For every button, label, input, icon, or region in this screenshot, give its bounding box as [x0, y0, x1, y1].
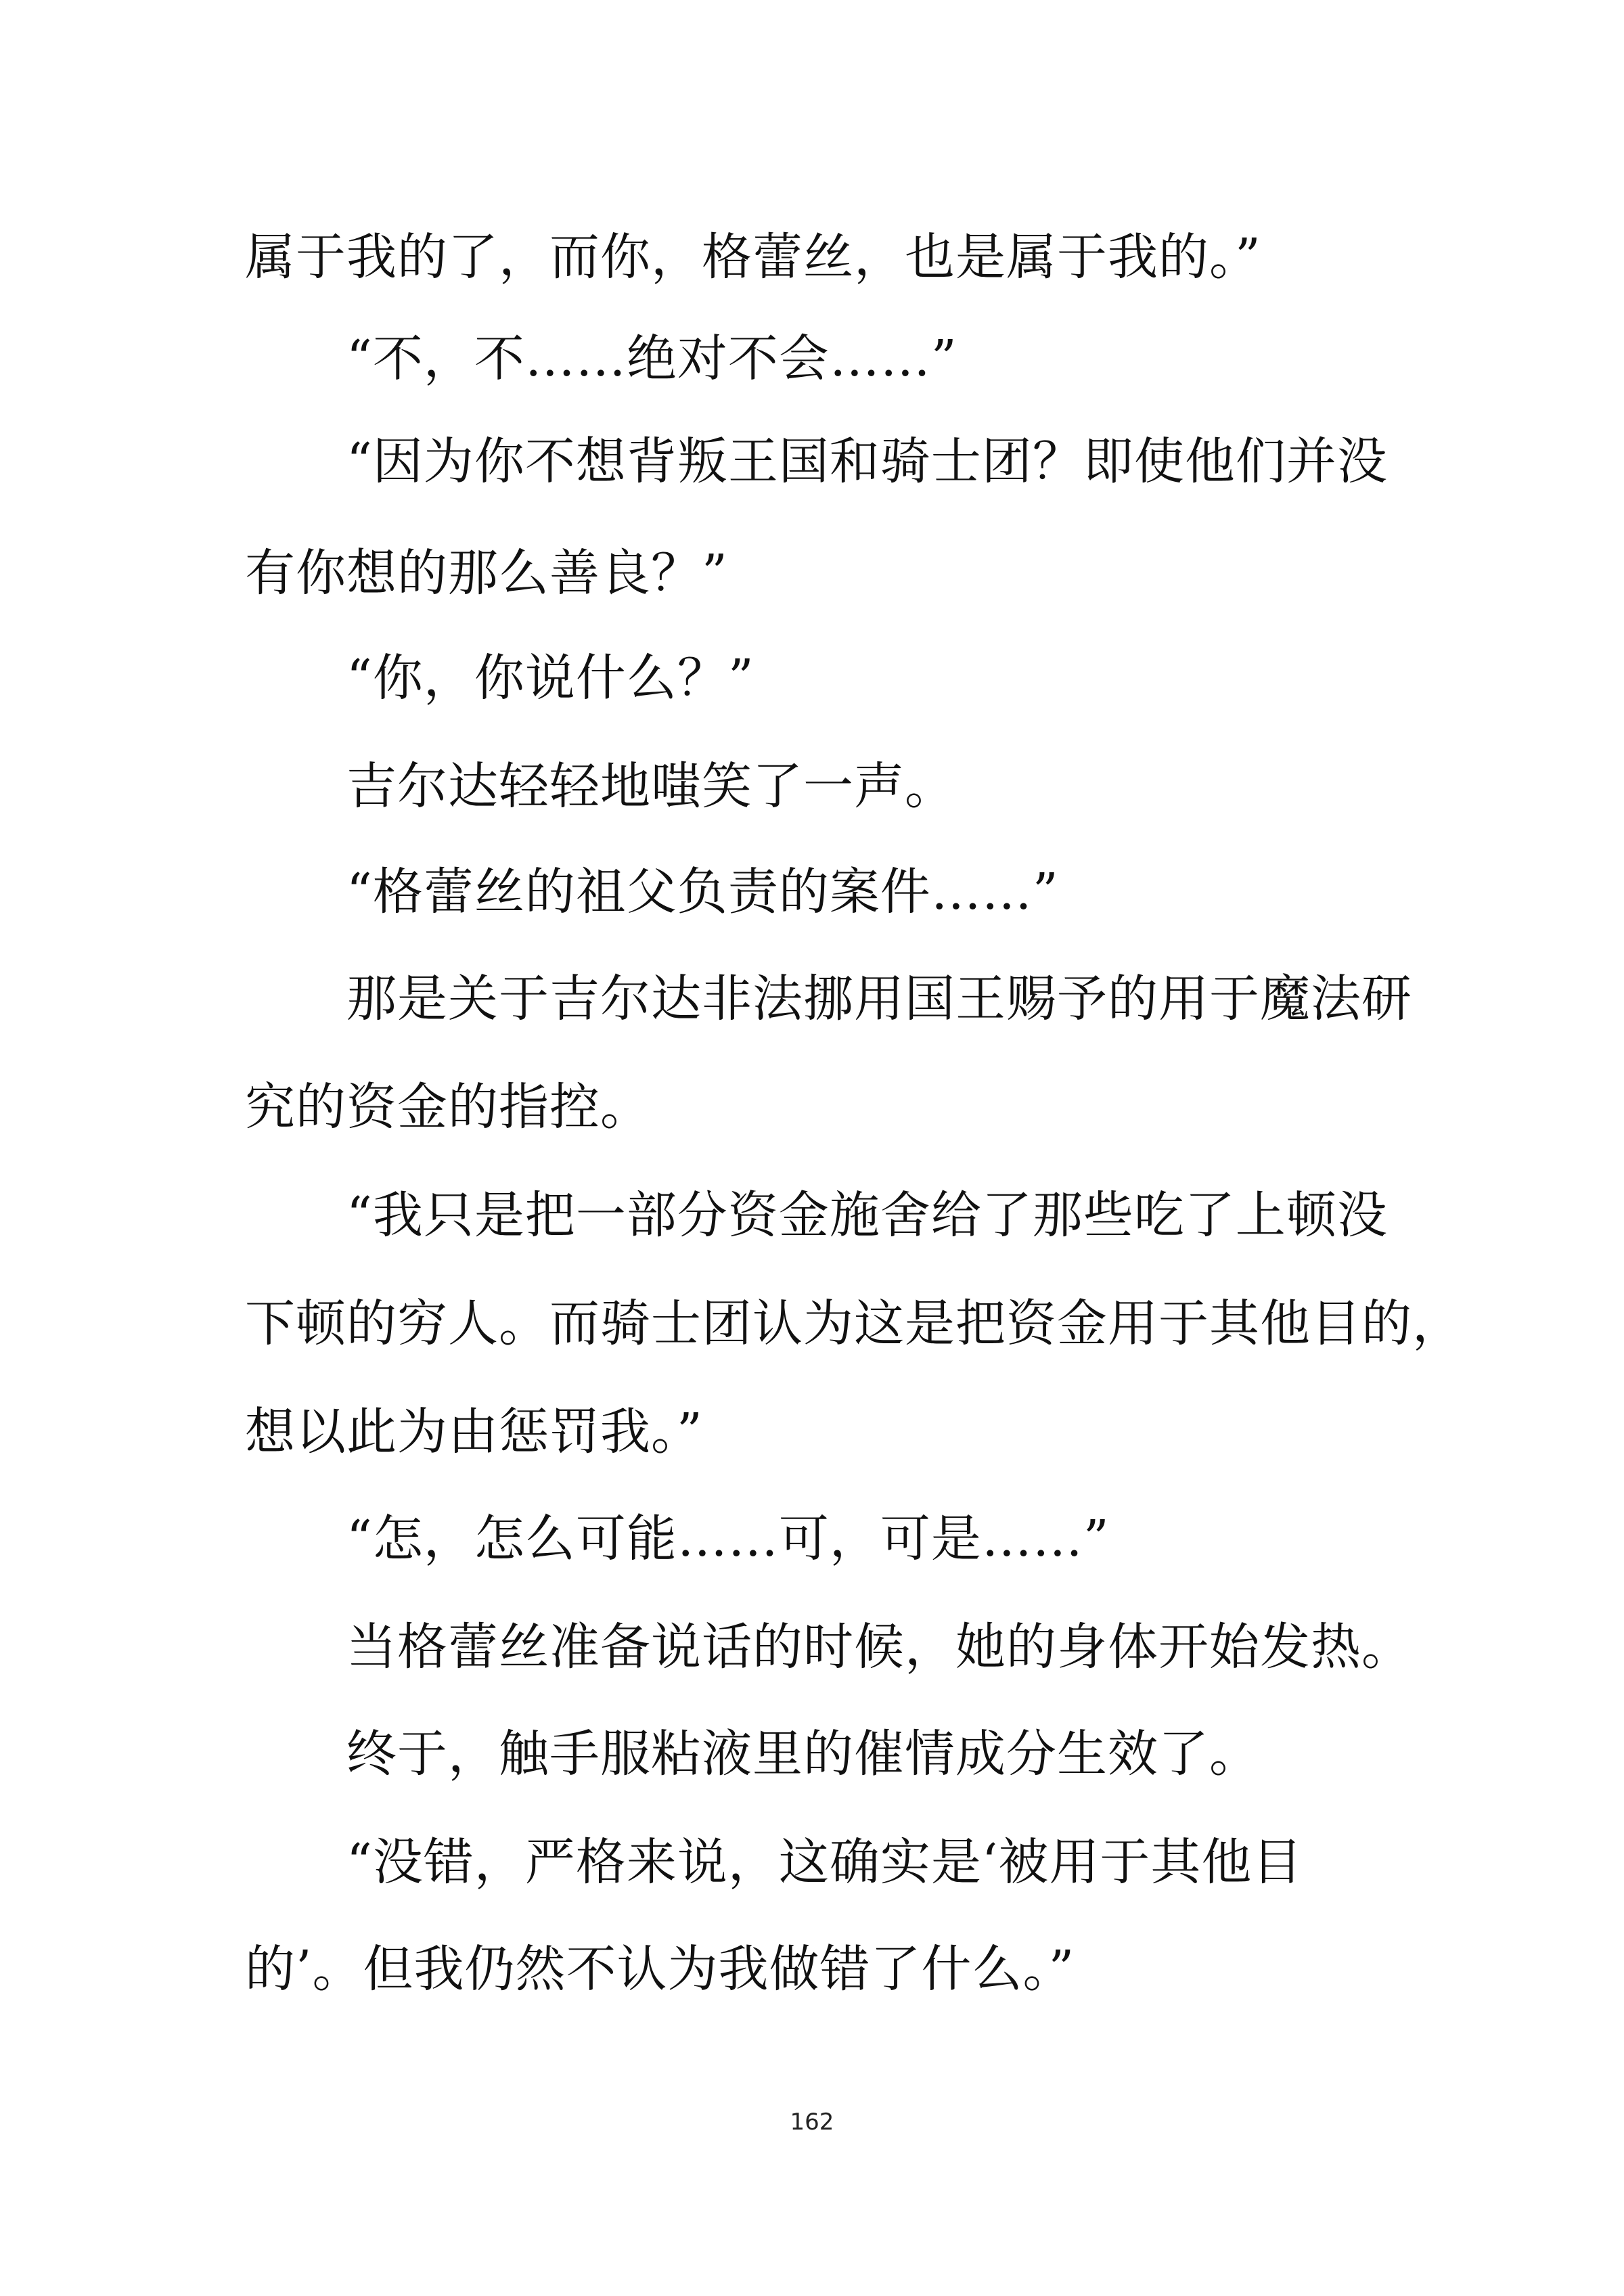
text-line: “没错，严格来说，这确实是‘被用于其他目	[346, 1833, 1303, 1891]
page-number: 162	[790, 2109, 834, 2136]
text-line: 有你想的那么善良？”	[245, 544, 728, 602]
text-line: 下顿的穷人。而骑士团认为这是把资金用于其他目的，	[245, 1295, 1463, 1353]
text-line: 想以此为由惩罚我。”	[245, 1403, 703, 1461]
text-line: “你，你说什么？”	[346, 649, 754, 707]
text-line: 的’。但我仍然不认为我做错了什么。”	[245, 1940, 1075, 1998]
text-line: “不，不……绝对不会……”	[346, 330, 957, 388]
text-line: 那是关于吉尔达非法挪用国王赐予的用于魔法研	[346, 970, 1412, 1028]
text-line: 属于我的了，而你，格蕾丝，也是属于我的。”	[245, 228, 1261, 286]
text-line: “格蕾丝的祖父负责的案件……”	[346, 863, 1059, 921]
text-line: “因为你不想背叛王国和骑士团？即使他们并没	[346, 432, 1388, 491]
text-line: “怎，怎么可能……可，可是……”	[346, 1510, 1110, 1568]
text-line: “我只是把一部分资金施舍给了那些吃了上顿没	[346, 1186, 1388, 1244]
text-line: 吉尔达轻轻地嗤笑了一声。	[346, 757, 955, 815]
text-line: 终于，触手服粘液里的催情成分生效了。	[346, 1725, 1260, 1783]
text-line: 究的资金的指控。	[245, 1078, 651, 1136]
text-line: 当格蕾丝准备说话的时候，她的身体开始发热。	[346, 1618, 1412, 1676]
